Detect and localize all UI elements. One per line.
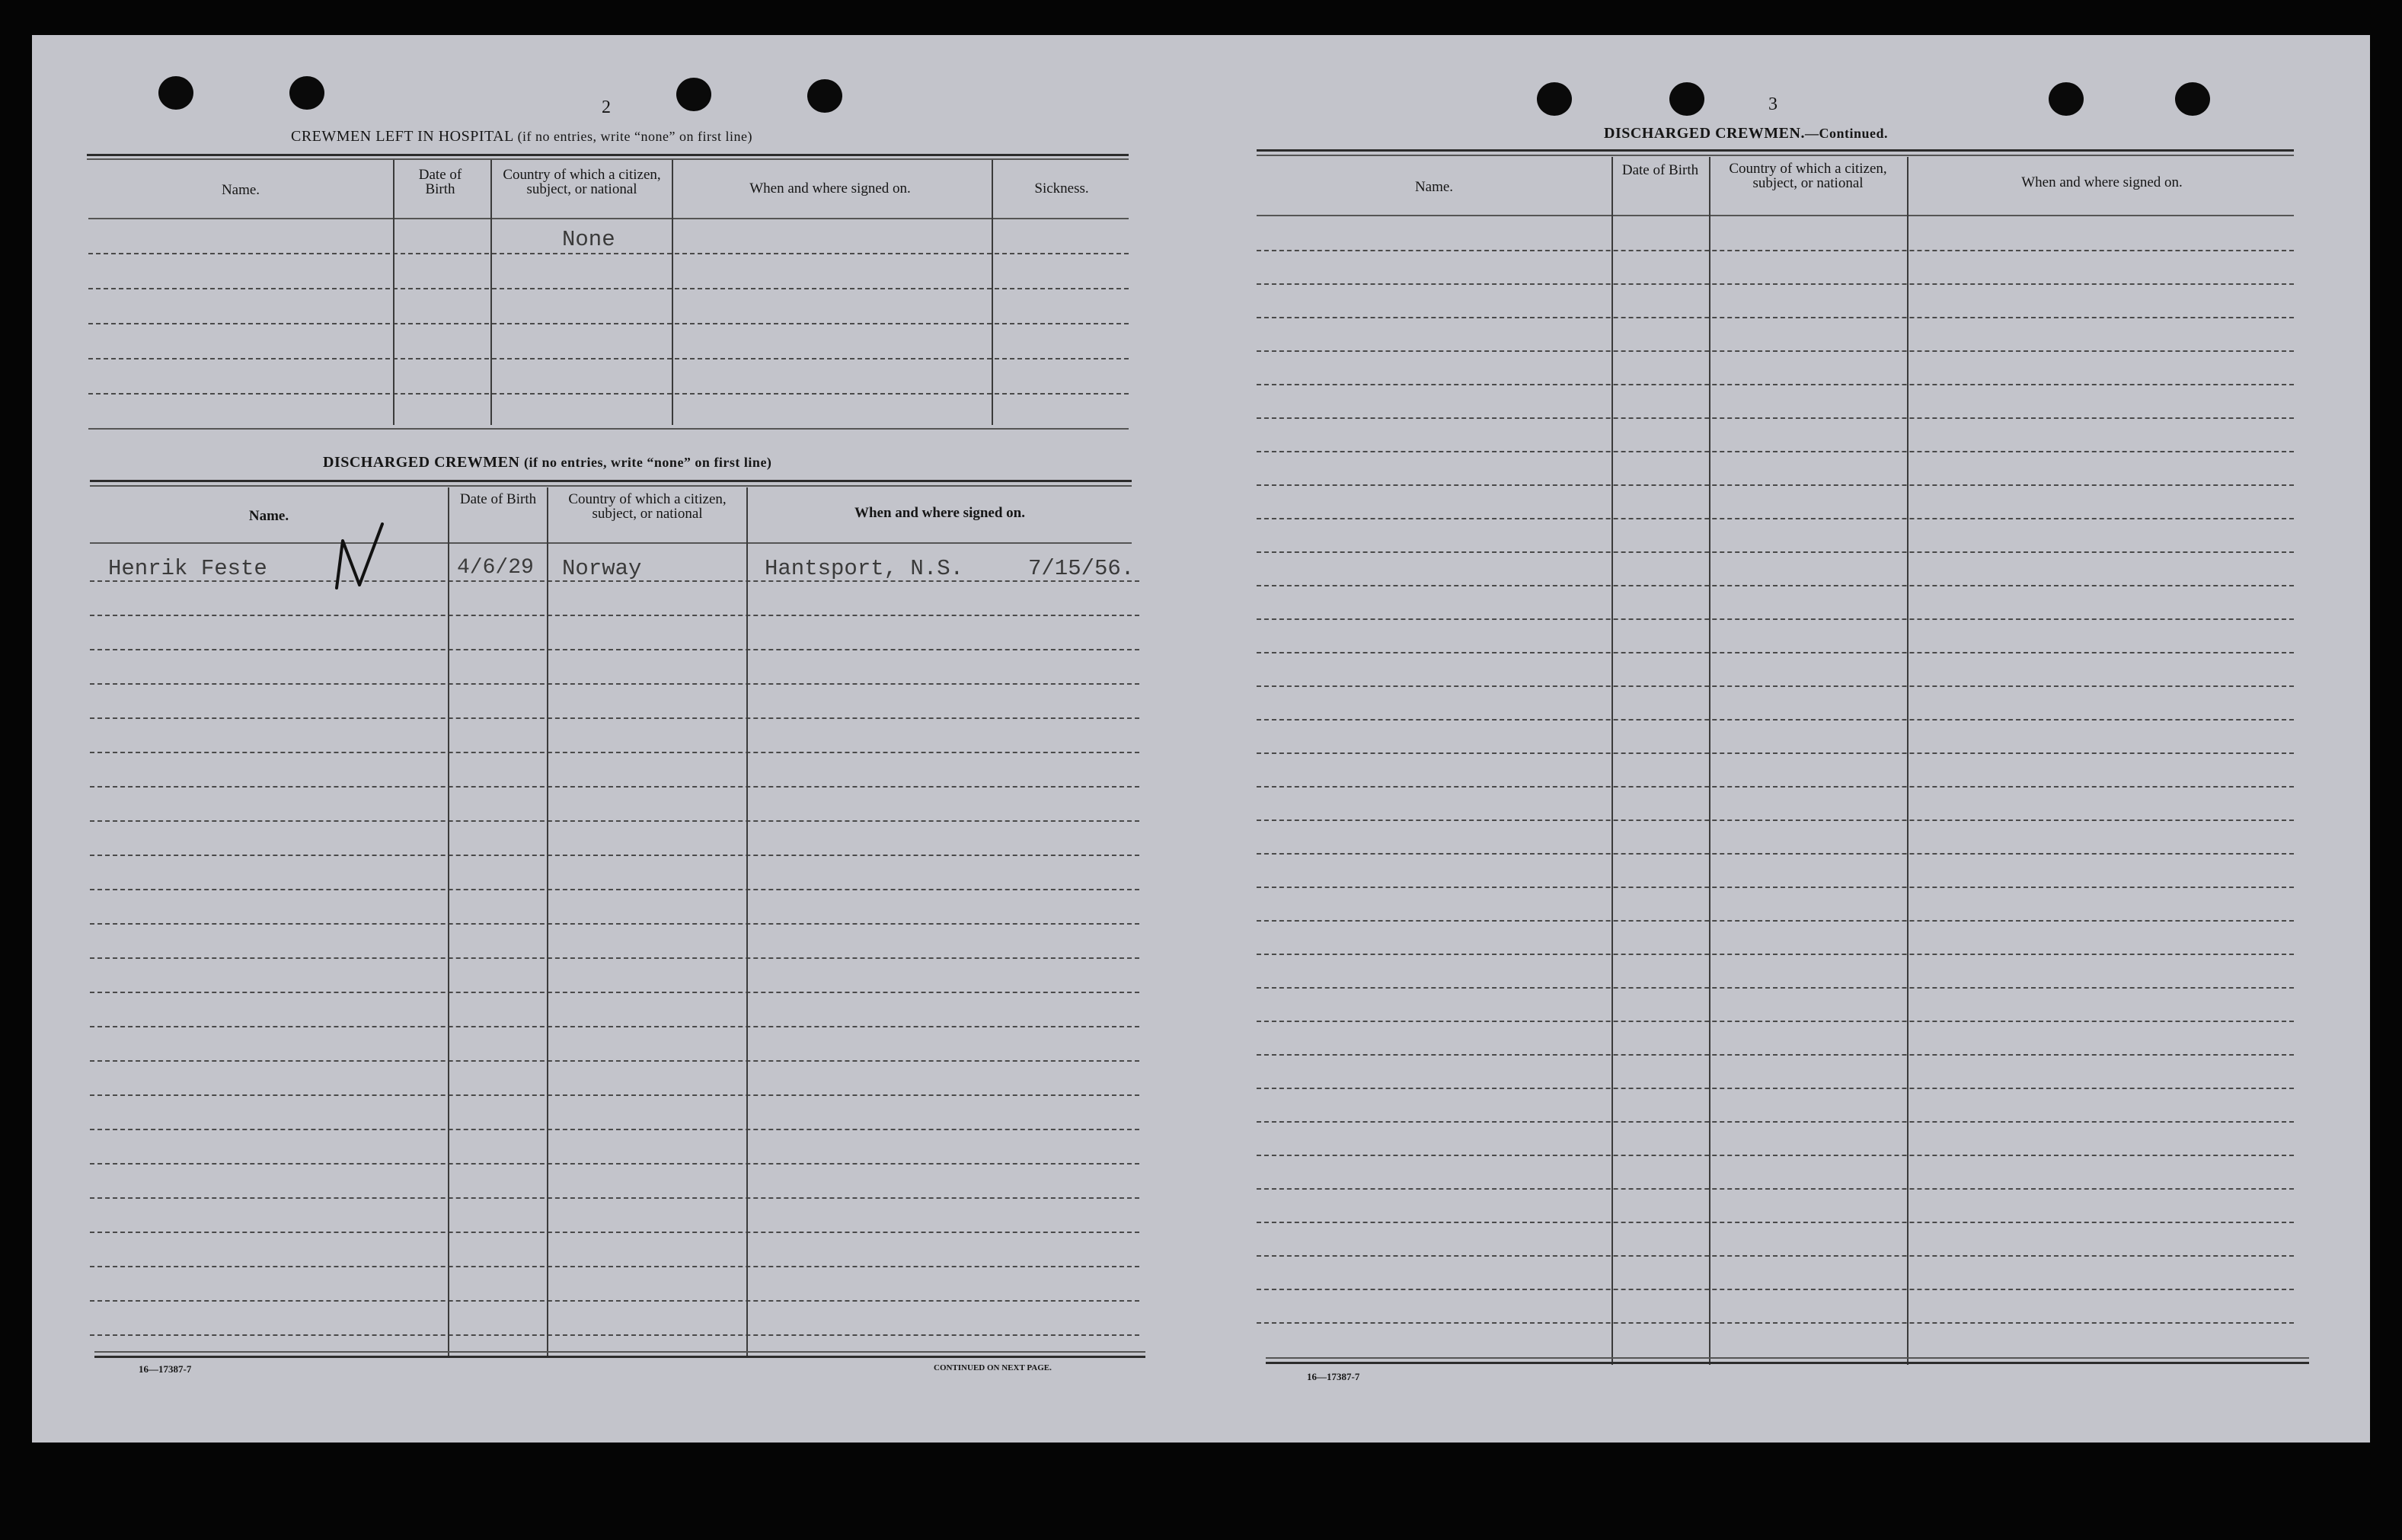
ruled-line — [1257, 618, 2294, 620]
right-title-text: DISCHARGED CREWMEN. — [1604, 125, 1805, 142]
hospital-title-text: CREWMEN LEFT IN HOSPITAL — [291, 128, 514, 145]
ruled-line — [90, 752, 1139, 753]
right-header-name: Name. — [1414, 179, 1454, 195]
ruled-line — [90, 855, 1139, 856]
punch-hole — [2175, 82, 2210, 116]
ruled-line — [90, 649, 1139, 650]
ruled-line — [1257, 551, 2294, 553]
ruled-line — [1257, 518, 2294, 519]
hospital-top-rule-2 — [87, 158, 1129, 160]
form-number: 16—17387-7 — [1307, 1371, 1360, 1382]
ruled-line — [90, 717, 1139, 719]
ruled-line — [1257, 752, 2294, 754]
ruled-line — [1257, 317, 2294, 318]
check-mark-icon — [332, 518, 388, 591]
ruled-line — [90, 786, 1139, 788]
page-number: 3 — [1768, 94, 1778, 114]
hospital-header-signed-on: When and where signed on. — [749, 181, 911, 196]
right-col-divider — [1907, 157, 1909, 1365]
ruled-line — [1257, 451, 2294, 452]
discharged-bottom-rule — [94, 1351, 1145, 1353]
ruled-line — [1257, 652, 2294, 653]
ruled-line — [1257, 920, 2294, 922]
punch-hole — [2049, 82, 2084, 116]
ruled-line — [88, 323, 1129, 324]
hospital-section-title — [291, 128, 752, 145]
crewman-name: Henrik Feste — [108, 556, 267, 581]
ruled-line — [90, 957, 1139, 959]
right-bottom-rule-2 — [1266, 1362, 2309, 1364]
discharged-header-dob: Date of Birth — [459, 491, 537, 507]
punch-hole — [289, 76, 324, 110]
ruled-line — [1257, 417, 2294, 419]
ruled-line — [90, 923, 1139, 925]
right-header-rule — [1257, 215, 2294, 216]
right-header-signed-on: When and where signed on. — [2021, 174, 2183, 190]
discharged-bottom-rule-2 — [94, 1356, 1145, 1358]
hospital-top-rule — [87, 154, 1129, 156]
discharged-section-title — [323, 454, 771, 471]
ruled-line — [1257, 987, 2294, 989]
crewman-country: Norway — [562, 556, 642, 581]
discharged-header-rule — [90, 542, 1132, 544]
ruled-line — [88, 253, 1129, 254]
hospital-header-rule — [88, 218, 1129, 219]
ruled-line — [90, 1094, 1139, 1096]
hospital-col-divider — [672, 160, 673, 425]
punch-hole — [1537, 82, 1572, 116]
hospital-col-divider — [490, 160, 492, 425]
hospital-instruction: (if no entries, write “none” on first line) — [517, 129, 752, 144]
ruled-line — [1257, 1222, 2294, 1223]
right-title-suffix: —Continued. — [1804, 126, 1888, 141]
discharged-header-signed-on: When and where signed on. — [854, 505, 1025, 521]
right-section-title — [1604, 125, 1888, 142]
discharged-title-text: DISCHARGED CREWMEN — [323, 454, 520, 471]
ruled-line — [1257, 484, 2294, 486]
hospital-header-country: Country of which a citizen, subject, or national — [503, 167, 661, 197]
ruled-line — [1257, 585, 2294, 586]
hospital-header-sickness: Sickness. — [1034, 181, 1089, 196]
ruled-line — [90, 1232, 1139, 1233]
ruled-line — [1257, 786, 2294, 788]
hospital-header-dob: Date of Birth — [418, 167, 462, 197]
ruled-line — [88, 288, 1129, 289]
right-top-rule — [1257, 149, 2294, 152]
ruled-line — [90, 889, 1139, 890]
discharged-header-name: Name. — [248, 508, 289, 524]
crewman-signed-on-place: Hantsport, N.S. — [765, 556, 964, 581]
ruled-line — [1257, 1121, 2294, 1123]
ruled-line — [90, 1026, 1139, 1027]
punch-hole — [676, 78, 711, 111]
ruled-line — [1257, 384, 2294, 385]
ruled-line — [1257, 820, 2294, 821]
page-number: 2 — [602, 97, 611, 117]
ruled-line — [1257, 1322, 2294, 1324]
discharged-col-divider — [448, 487, 449, 1356]
punch-hole — [807, 79, 842, 113]
hospital-col-divider — [992, 160, 993, 425]
ruled-line — [90, 1197, 1139, 1199]
crewman-dob: 4/6/29 — [457, 556, 534, 580]
right-header-country: Country of which a citizen, subject, or national — [1729, 161, 1887, 191]
ruled-line — [1257, 954, 2294, 955]
ruled-line — [1257, 283, 2294, 285]
ruled-line — [1257, 685, 2294, 687]
hospital-header-name: Name. — [221, 182, 260, 198]
right-col-divider — [1611, 157, 1613, 1365]
discharged-top-rule-2 — [90, 485, 1132, 487]
ruled-line — [90, 1129, 1139, 1130]
ruled-line — [1257, 1188, 2294, 1190]
right-col-divider — [1709, 157, 1710, 1365]
ruled-line — [90, 1163, 1139, 1165]
ruled-line — [1257, 350, 2294, 352]
ruled-line — [90, 820, 1139, 822]
hospital-entry-none: None — [562, 227, 615, 252]
ruled-line — [90, 1300, 1139, 1302]
form-number: 16—17387-7 — [139, 1363, 192, 1375]
ruled-line — [88, 358, 1129, 359]
punch-hole — [158, 76, 193, 110]
right-top-rule-2 — [1257, 155, 2294, 156]
discharged-col-divider — [746, 487, 748, 1356]
ruled-line — [90, 1060, 1139, 1062]
ruled-line — [90, 1334, 1139, 1336]
discharged-instruction: (if no entries, write “none” on first line) — [523, 455, 772, 470]
ruled-line — [1257, 1155, 2294, 1156]
ruled-line — [1257, 719, 2294, 720]
ruled-line — [90, 992, 1139, 993]
ruled-line — [1257, 1289, 2294, 1290]
ruled-line — [90, 1266, 1139, 1267]
discharged-col-divider — [547, 487, 548, 1356]
crewman-signed-on-date: 7/15/56. — [1028, 556, 1135, 581]
discharged-header-country: Country of which a citizen, subject, or national — [568, 491, 727, 522]
ruled-line — [90, 683, 1139, 685]
ruled-line — [1257, 1021, 2294, 1022]
hospital-bottom-rule — [88, 428, 1129, 430]
ruled-line — [1257, 1255, 2294, 1257]
ruled-line — [1257, 1054, 2294, 1056]
punch-hole — [1669, 82, 1704, 116]
ruled-line — [1257, 250, 2294, 251]
ruled-line — [1257, 1088, 2294, 1089]
ruled-line — [90, 615, 1139, 616]
hospital-col-divider — [393, 160, 394, 425]
right-bottom-rule — [1266, 1357, 2309, 1359]
ruled-line — [1257, 853, 2294, 855]
discharged-top-rule — [90, 480, 1132, 482]
ruled-line — [1257, 887, 2294, 888]
ruled-line — [88, 393, 1129, 395]
continued-note: CONTINUED ON NEXT PAGE. — [934, 1363, 1052, 1372]
right-header-dob: Date of Birth — [1621, 162, 1699, 178]
